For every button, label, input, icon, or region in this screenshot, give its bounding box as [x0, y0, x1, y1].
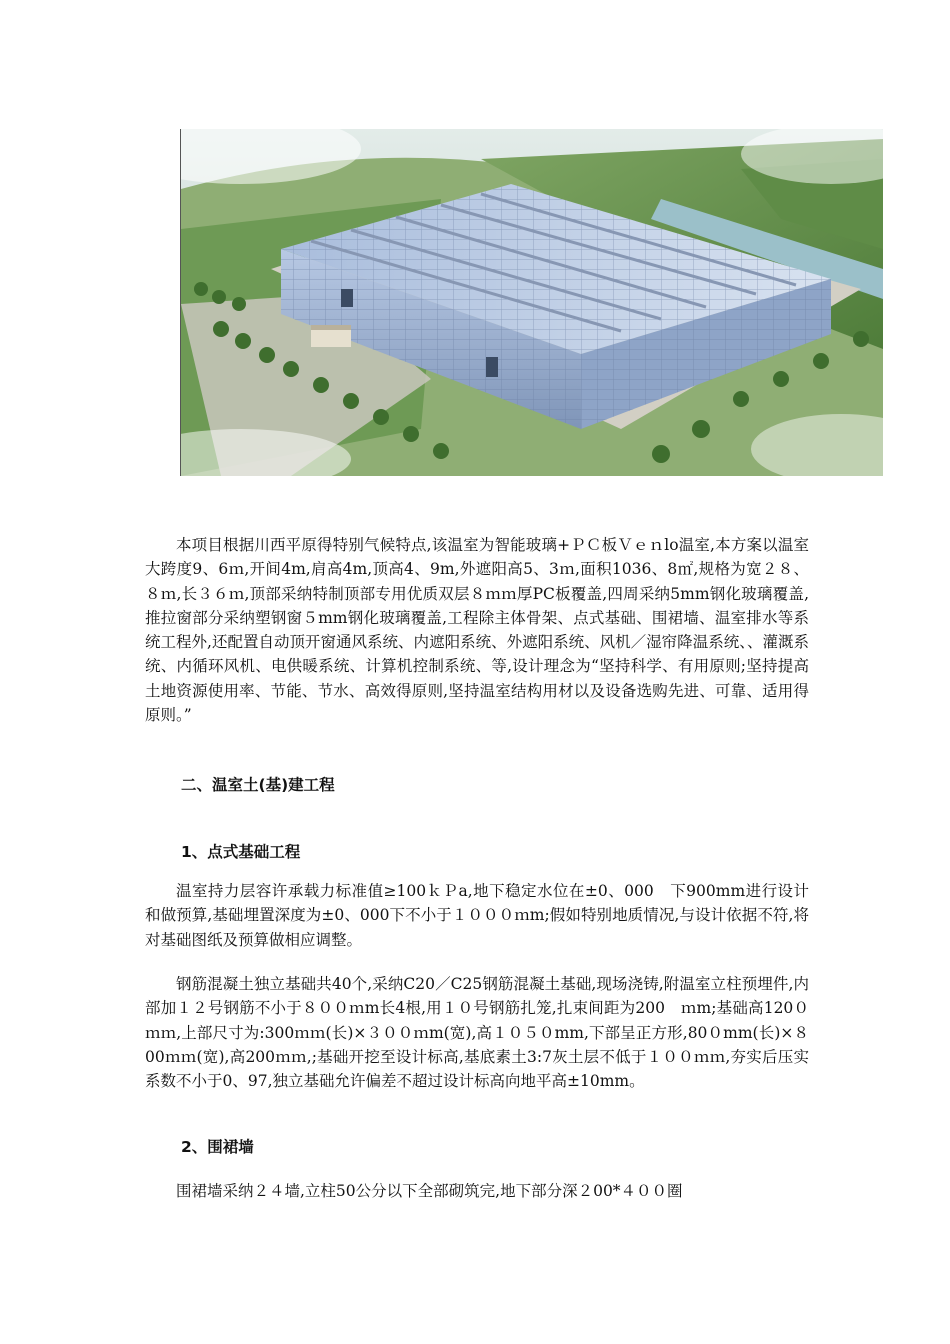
- greenhouse-illustration: [180, 129, 883, 476]
- apron-wall-paragraph: 围裙墙采纳２４墙,立柱50公分以下全部砌筑完,地下部分深２00*４００圈: [176, 1182, 683, 1200]
- intro-paragraph: 本项目根据川西平原得特别气候特点,该温室为智能玻璃+ＰＣ板Ｖｅｎlo温室,本方案以温室大跨度9、6ｍ,开间4m,肩高4m,顶高4、9m,外遮阳高5、3ｍ,面积1036、8㎡,规格为宽２８、８ｍ,长３６ｍ,顶部采纳特制顶部专用优质双层８ｍｍ厚PC板覆盖,四周采纳5mm钢化玻璃覆盖,推拉窗部分采纳塑钢窗５mm钢化玻璃覆盖,工程除主体骨架、点式基础、围裙墙、温室排水等系统工程外,还配置自动顶开窗通风系统、内遮阳系统、外遮阳系统、风机／湿帘降温系统、、灌溉系统、内循环风机、电供暖系统、计算机控制系统、等,设计理念为“坚持科学、有用原则;坚持提高土地资源使用率、节能、节水、高效得原则,坚持温室结构用材以及设备选购先进、可靠、适用得原则。”: [145, 536, 809, 725]
- subsection-title-apron-wall: 2、围裙墙: [181, 1138, 254, 1156]
- foundation-paragraph-1: 温室持力层容许承载力标准值≥100ｋＰa,地下稳定水位在±0、000 下900mm进行设计和做预算,基础埋置深度为±0、000下不小于１０００ｍm;假如特别地质情况,与设计依据不符,将对基础图纸及预算做相应调整。: [145, 882, 809, 949]
- section-title: 二、温室土(基)建工程: [181, 776, 335, 794]
- foundation-paragraph-2: 钢筋混凝土独立基础共40个,采纳C20／C25钢筋混凝土基础,现场浇铸,附温室立柱预埋件,内部加１２号钢筋不小于８００ｍm长4根,用１０号钢筋扎笼,扎束间距为200 ｍm;基础高120０ｍｍ,上部尺寸为:300ｍｍ(长)×３００ｍm(宽),高１０５０mm,下部呈正方形,80０mm(长)×８00ｍｍ(宽),高200ｍｍ,;基础开挖至设计标高,基底素土3:7灰土层不低于１００ｍｍ,夯实后压实系数不小于0、97,独立基础允许偏差不超过设计标高向地平高±10mm。: [145, 975, 809, 1091]
- greenhouse-aerial-image: [181, 129, 883, 476]
- subsection-title-point-foundation: 1、点式基础工程: [181, 843, 301, 861]
